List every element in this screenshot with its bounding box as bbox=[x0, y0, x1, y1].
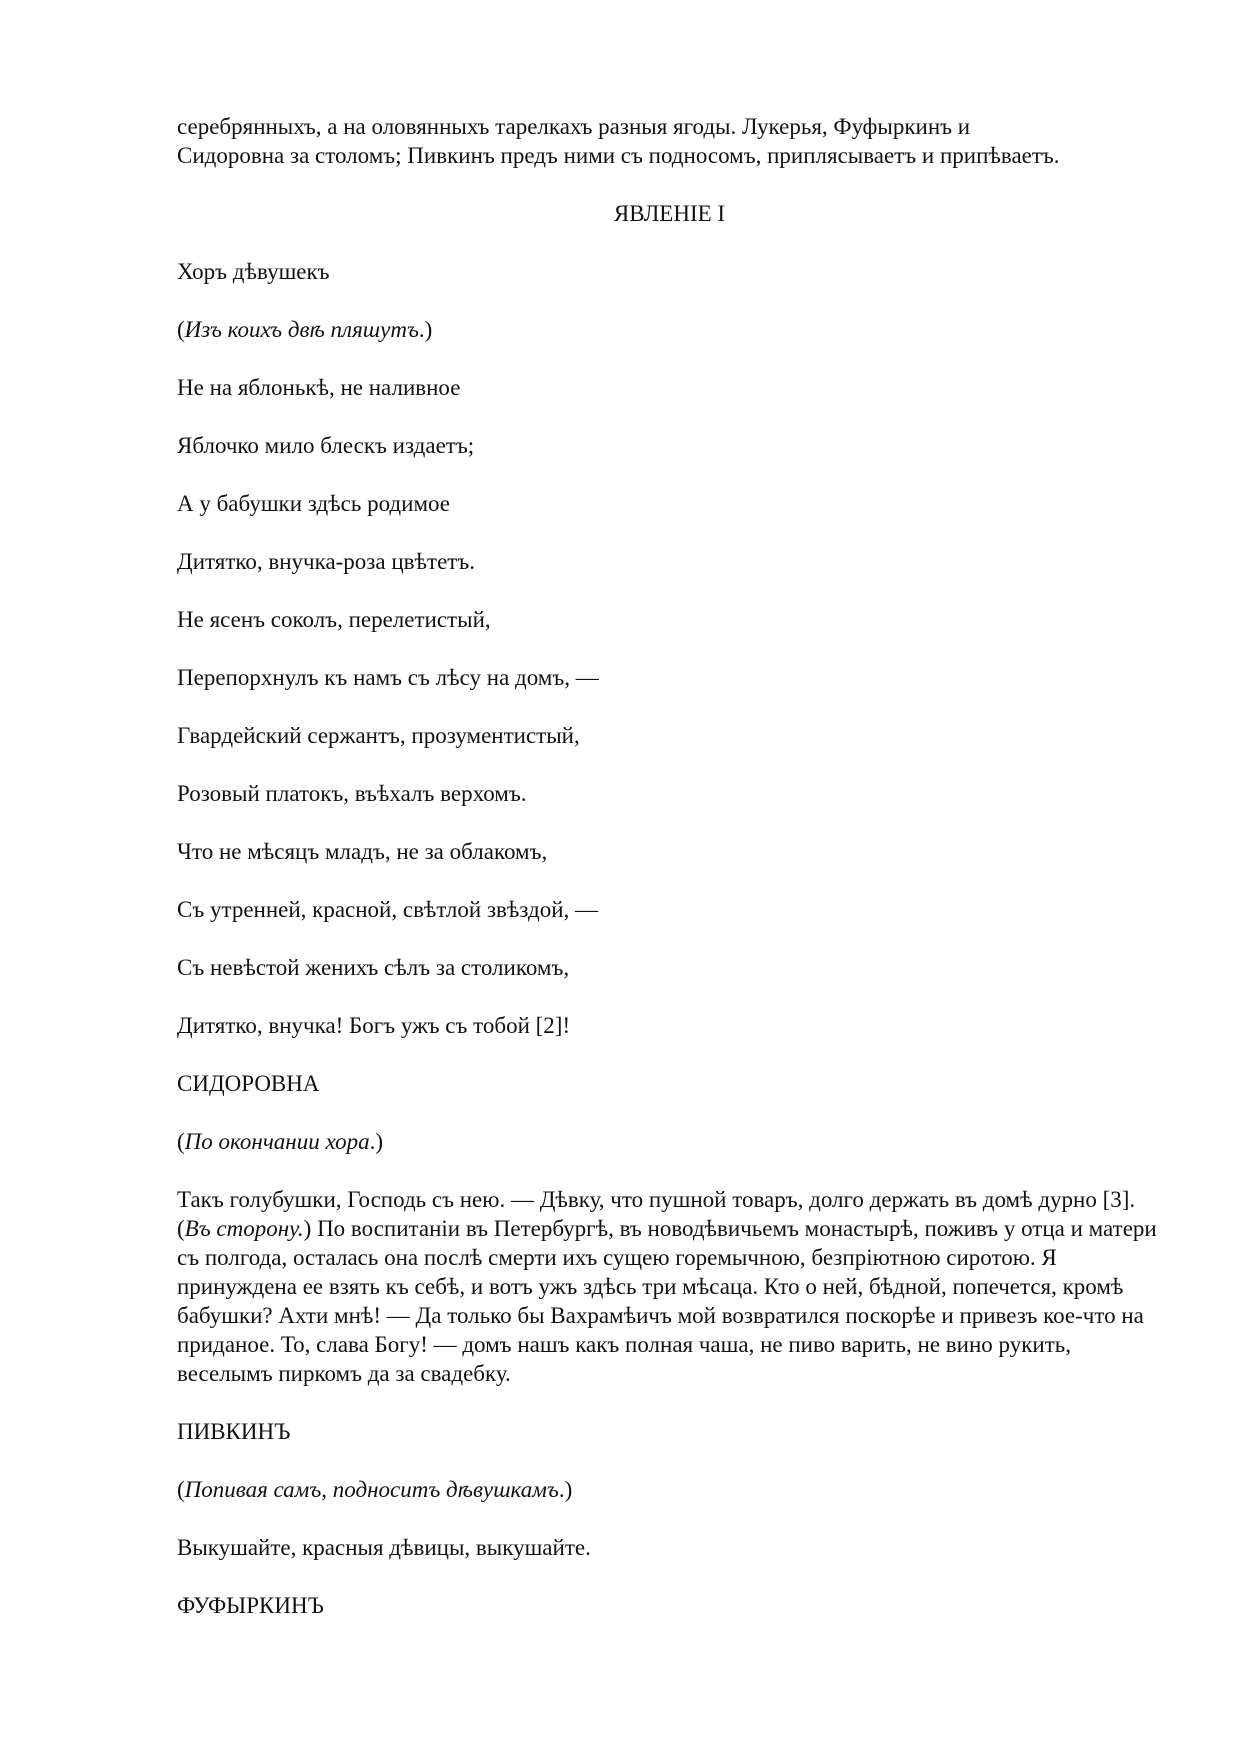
song-line: Гвардейский сержантъ, прозументистый, bbox=[177, 723, 580, 748]
song-line: Съ утренней, красной, свѣтлой звѣздой, — bbox=[177, 897, 599, 922]
intro-stage-direction bbox=[177, 112, 1162, 170]
speech-sidorovna bbox=[177, 1185, 1162, 1388]
song-line: Яблочко мило блескъ издаетъ; bbox=[177, 433, 475, 458]
song-line: Дитятко, внучка-роза цвѣтетъ. bbox=[177, 549, 475, 574]
scene-heading: ЯВЛЕНІЕ I bbox=[613, 201, 726, 226]
speaker-chorus: Хоръ дѣвушекъ bbox=[177, 259, 330, 284]
stage-direction-chorus-text: Изъ коихъ двѣ пляшутъ bbox=[184, 317, 419, 342]
speech-sidorovna-part1: Такъ голубушки, Господь съ нею. — Дѣвку, что пушной товаръ, долго держать въ домѣ дурно [3]. ( bbox=[177, 1187, 1136, 1241]
song-line: Что не мѣсяцъ младъ, не за облакомъ, bbox=[177, 839, 548, 864]
song-line: Съ невѣстой женихъ сѣлъ за столикомъ, bbox=[177, 955, 570, 980]
speaker-fufyrkin: ФУФЫРКИНЪ bbox=[177, 1593, 324, 1618]
speaker-sidorovna: СИДОРОВНА bbox=[177, 1071, 320, 1096]
intro-line-1: серебрянныхъ, а на оловянныхъ тарелкахъ разныя ягоды. Лукерья, Фуфыркинъ и bbox=[177, 114, 971, 139]
document-page bbox=[177, 112, 1162, 1649]
stage-direction-pivkin: (Попивая самъ, подноситъ дѣвушкамъ.) bbox=[177, 1477, 573, 1502]
speech-sidorovna-part2: ) По воспитаніи въ Петербургѣ, въ новодѣвичьемъ монастырѣ, поживъ у отца и матери съ полгода, осталась она послѣ смерти ихъ сущею горемычною, безпріютною сиротою. Я принуждена ее взять къ себѣ, и вотъ ужъ здѣсь три мѣсаца. Кто о ней, бѣдной, попечется, кромѣ бабушки? Ахти мнѣ! — Да только бы Вахрамѣичъ мой возвратился поскорѣе и привезъ кое-что на приданое. То, слава Богу! — домъ нашъ какъ полная чаша, не пиво варить, не вино рукить, веселымъ пиркомъ да за свадебку. bbox=[177, 1216, 1157, 1386]
speech-sidorovna-aside: Въ сторону. bbox=[184, 1216, 304, 1241]
stage-direction-chorus: (Изъ коихъ двѣ пляшутъ.) bbox=[177, 317, 433, 342]
song-line: А у бабушки здѣсь родимое bbox=[177, 491, 450, 516]
speaker-pivkin: ПИВКИНЪ bbox=[177, 1419, 291, 1444]
song-line: Розовый платокъ, въѣхалъ верхомъ. bbox=[177, 781, 527, 806]
song-line: Не ясенъ соколъ, перелетистый, bbox=[177, 607, 491, 632]
stage-direction-pivkin-text: Попивая самъ, подноситъ дѣвушкамъ bbox=[184, 1477, 559, 1502]
speech-pivkin: Выкушайте, красныя дѣвицы, выкушайте. bbox=[177, 1535, 591, 1560]
stage-direction-sidorovna-text: По окончании хора bbox=[184, 1129, 370, 1154]
song-line: Дитятко, внучка! Богъ ужъ съ тобой [2]! bbox=[177, 1013, 571, 1038]
intro-line-2: Сидоровна за столомъ; Пивкинъ предъ ними съ подносомъ, приплясываетъ и припѣваетъ. bbox=[177, 143, 1060, 168]
song-line: Перепорхнулъ къ намъ съ лѣсу на домъ, — bbox=[177, 665, 599, 690]
stage-direction-sidorovna: (По окончании хора.) bbox=[177, 1129, 384, 1154]
song-line: Не на яблонькѣ, не наливное bbox=[177, 375, 461, 400]
